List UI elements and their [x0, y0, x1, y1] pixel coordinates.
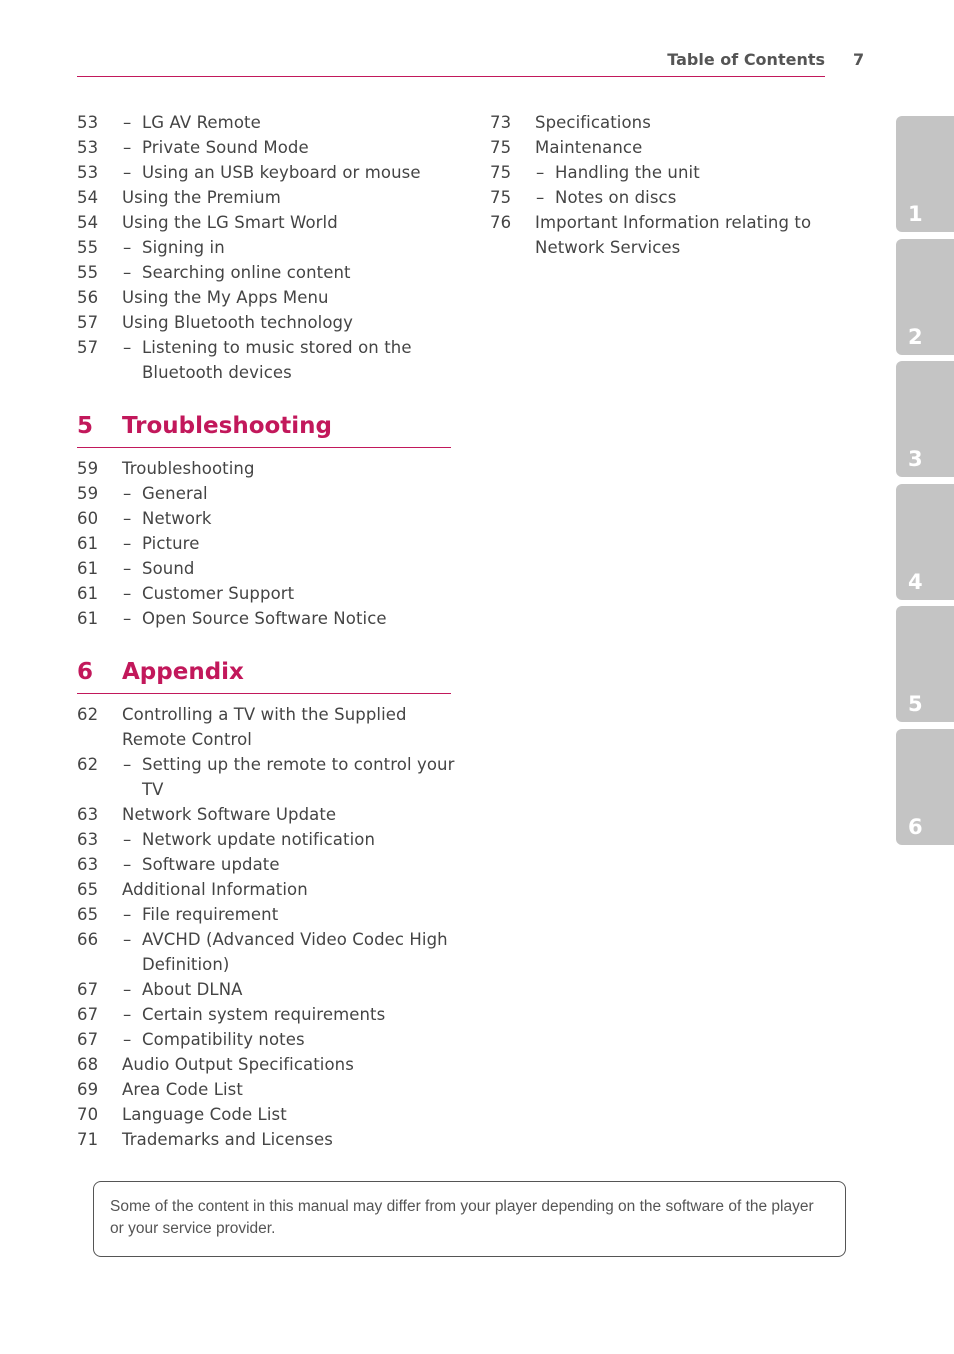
toc-entry-text: Handling the unit [555, 163, 700, 182]
toc-page-number: 61 [77, 584, 99, 603]
toc-entry[interactable] [77, 335, 457, 385]
toc-entry[interactable] [77, 235, 457, 260]
toc-dash: – [123, 238, 132, 257]
toc-entry[interactable] [77, 1002, 457, 1027]
toc-entry-text: About DLNA [142, 980, 243, 999]
toc-entry-text: Picture [142, 534, 200, 553]
toc-entry-text: Maintenance [535, 138, 643, 157]
chapter-tab-label: 3 [908, 447, 923, 471]
toc-dash: – [123, 138, 132, 157]
toc-entry-text: Using the LG Smart World [122, 213, 338, 232]
toc-entry[interactable] [77, 1052, 457, 1077]
toc-entry-text: Using Bluetooth technology [122, 313, 353, 332]
toc-page-number: 69 [77, 1080, 99, 1099]
toc-entry[interactable] [77, 210, 457, 235]
toc-entry[interactable] [77, 802, 457, 827]
toc-page-number: 57 [77, 313, 99, 332]
toc-page-number: 54 [77, 213, 99, 232]
toc-page-number: 61 [77, 609, 99, 628]
toc-page-number: 63 [77, 855, 99, 874]
toc-entry-text: Trademarks and Licenses [122, 1130, 333, 1149]
chapter-tab-label: 6 [908, 814, 923, 839]
toc-dash: – [123, 484, 132, 503]
chapter-tab-4[interactable] [896, 484, 954, 600]
toc-entry-text: Open Source Software Notice [142, 609, 387, 628]
toc-dash: – [123, 755, 132, 774]
chapter-tab-1[interactable] [896, 116, 954, 232]
toc-page-number: 75 [490, 163, 512, 182]
toc-page-number: 61 [77, 559, 99, 578]
toc-page-number: 56 [77, 288, 99, 307]
toc-entry[interactable] [77, 531, 457, 556]
toc-entry-text: File requirement [142, 905, 279, 924]
section-entries [77, 702, 457, 1152]
toc-entry-text: Specifications [535, 113, 651, 132]
toc-entry-text: Using the My Apps Menu [122, 288, 329, 307]
toc-page-number: 66 [77, 930, 99, 949]
toc-dash: – [123, 559, 132, 578]
toc-entry-text: Listening to music stored on the Bluetooth devices [142, 338, 412, 382]
toc-entry-text: Audio Output Specifications [122, 1055, 354, 1074]
toc-entry-text: Troubleshooting [122, 459, 255, 478]
chapter-tab-6[interactable] [896, 729, 954, 845]
toc-entry-text: Network update notification [142, 830, 376, 849]
section-heading [77, 413, 451, 448]
toc-entry[interactable] [77, 752, 457, 802]
toc-dash: – [123, 930, 132, 949]
toc-page-number: 57 [77, 338, 99, 357]
toc-entry-text: Network Software Update [122, 805, 337, 824]
toc-page-number: 60 [77, 509, 99, 528]
toc-page-number: 53 [77, 163, 99, 182]
toc-entry[interactable] [490, 110, 870, 135]
page-number: 7 [853, 50, 865, 69]
section-heading [77, 659, 451, 694]
toc-page-number: 73 [490, 113, 512, 132]
section-title: Troubleshooting [122, 413, 333, 439]
toc-entry-text: LG AV Remote [142, 113, 261, 132]
toc-entry-text: Compatibility notes [142, 1030, 305, 1049]
toc-entry[interactable] [77, 977, 457, 1002]
toc-list-right [490, 110, 870, 260]
toc-entry-text: Controlling a TV with the Supplied Remote Control [122, 705, 407, 749]
toc-entry-text: Using an USB keyboard or mouse [142, 163, 421, 182]
toc-page-number: 68 [77, 1055, 99, 1074]
toc-page-number: 71 [77, 1130, 99, 1149]
toc-entry-text: Software update [142, 855, 280, 874]
toc-entry[interactable] [77, 185, 457, 210]
toc-right-column [490, 110, 870, 260]
toc-entry-text: General [142, 484, 208, 503]
toc-list-top [77, 110, 457, 385]
toc-entry[interactable] [77, 902, 457, 927]
toc-page-number: 61 [77, 534, 99, 553]
toc-entry[interactable] [490, 135, 870, 160]
toc-page-number: 75 [490, 188, 512, 207]
toc-entry-text: Private Sound Mode [142, 138, 309, 157]
toc-page-number: 62 [77, 755, 99, 774]
toc-page-number: 76 [490, 213, 512, 232]
header-title: Table of Contents [667, 50, 825, 69]
chapter-tab-label: 4 [908, 569, 923, 594]
toc-page-number: 67 [77, 980, 99, 999]
toc-dash: – [123, 534, 132, 553]
toc-entry[interactable] [77, 135, 457, 160]
toc-page-number: 55 [77, 263, 99, 282]
toc-entry[interactable] [490, 160, 870, 185]
toc-entry[interactable] [77, 1077, 457, 1102]
toc-left-column [77, 110, 457, 1152]
toc-entry[interactable] [77, 506, 457, 531]
toc-dash: – [123, 263, 132, 282]
toc-dash: – [123, 509, 132, 528]
toc-entry[interactable] [77, 877, 457, 902]
toc-entry[interactable] [77, 285, 457, 310]
toc-entry-text: Important Information relating to Network Services [535, 213, 812, 257]
toc-dash: – [123, 584, 132, 603]
toc-dash: – [536, 188, 545, 207]
toc-entry-text: AVCHD (Advanced Video Codec High Definition) [142, 930, 448, 974]
toc-entry[interactable] [77, 606, 457, 631]
toc-entry-text: Language Code List [122, 1105, 287, 1124]
toc-entry[interactable] [77, 1127, 457, 1152]
section-number: 6 [77, 659, 94, 685]
note-box [93, 1181, 846, 1257]
chapter-tab-label: 5 [908, 692, 923, 716]
chapter-tab-label: 1 [908, 202, 923, 226]
toc-page-number: 65 [77, 905, 99, 924]
note-text: Some of the content in this manual may differ from your player depending on the software of the player or your service provider. [110, 1198, 814, 1237]
page-header [77, 48, 825, 77]
toc-entry[interactable] [77, 1102, 457, 1127]
toc-dash: – [123, 905, 132, 924]
toc-page-number: 70 [77, 1105, 99, 1124]
section-number: 5 [77, 413, 94, 439]
toc-entry[interactable] [77, 260, 457, 285]
toc-entry-text: Customer Support [142, 584, 295, 603]
chapter-tab-label: 2 [908, 324, 923, 349]
toc-sections [77, 413, 457, 1152]
toc-page-number: 63 [77, 830, 99, 849]
toc-entry-text: Setting up the remote to control your TV [142, 755, 455, 799]
toc-page-number: 53 [77, 113, 99, 132]
toc-page-number: 54 [77, 188, 99, 207]
toc-entry[interactable] [490, 210, 870, 260]
section-entries [77, 456, 457, 631]
toc-entry[interactable] [77, 927, 457, 977]
toc-dash: – [123, 338, 132, 357]
toc-entry[interactable] [490, 185, 870, 210]
toc-page-number: 67 [77, 1005, 99, 1024]
toc-page-number: 75 [490, 138, 512, 157]
toc-page-number: 63 [77, 805, 99, 824]
toc-entry-text: Additional Information [122, 880, 308, 899]
toc-dash: – [123, 830, 132, 849]
toc-page-number: 55 [77, 238, 99, 257]
toc-entry-text: Using the Premium [122, 188, 281, 207]
toc-entry[interactable] [77, 556, 457, 581]
toc-page-number: 67 [77, 1030, 99, 1049]
toc-entry-text: Signing in [142, 238, 225, 257]
toc-entry-text: Searching online content [142, 263, 351, 282]
toc-entry[interactable] [77, 852, 457, 877]
toc-entry[interactable] [77, 481, 457, 506]
toc-entry[interactable] [77, 456, 457, 481]
toc-dash: – [123, 1005, 132, 1024]
toc-dash: – [123, 609, 132, 628]
toc-page-number: 59 [77, 484, 99, 503]
chapter-tab-2[interactable] [896, 239, 954, 355]
toc-entry[interactable] [77, 702, 457, 752]
toc-entry-text: Notes on discs [555, 188, 677, 207]
toc-dash: – [536, 163, 545, 182]
toc-dash: – [123, 113, 132, 132]
toc-entry[interactable] [77, 310, 457, 335]
toc-entry[interactable] [77, 160, 457, 185]
toc-entry-text: Area Code List [122, 1080, 243, 1099]
chapter-tabs [896, 116, 954, 851]
toc-entry-text: Sound [142, 559, 195, 578]
toc-entry[interactable] [77, 1027, 457, 1052]
toc-entry[interactable] [77, 110, 457, 135]
toc-dash: – [123, 855, 132, 874]
toc-page-number: 65 [77, 880, 99, 899]
chapter-tab-5[interactable] [896, 606, 954, 722]
toc-entry-text: Certain system requirements [142, 1005, 386, 1024]
toc-dash: – [123, 980, 132, 999]
toc-entry[interactable] [77, 827, 457, 852]
toc-page-number: 62 [77, 705, 99, 724]
toc-page-number: 53 [77, 138, 99, 157]
toc-dash: – [123, 163, 132, 182]
toc-page-number: 59 [77, 459, 99, 478]
toc-dash: – [123, 1030, 132, 1049]
section-title: Appendix [122, 659, 244, 685]
toc-entry[interactable] [77, 581, 457, 606]
chapter-tab-3[interactable] [896, 361, 954, 477]
toc-entry-text: Network [142, 509, 212, 528]
